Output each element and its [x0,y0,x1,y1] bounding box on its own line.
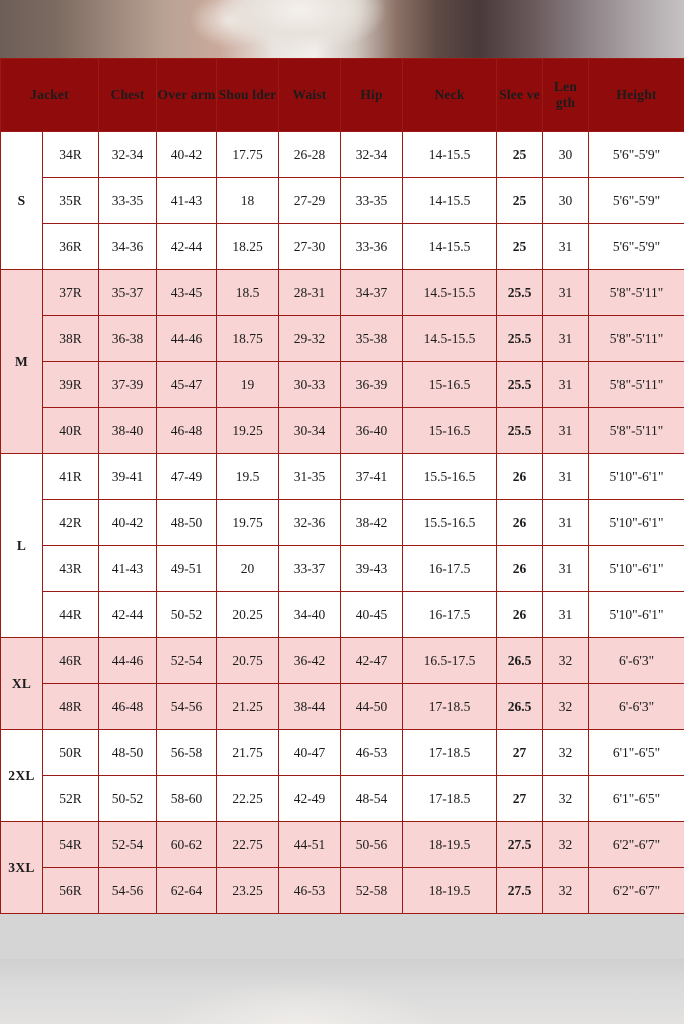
cell-neck: 14-15.5 [403,132,497,178]
cell-length: 31 [543,454,589,500]
cell-chest: 33-35 [99,178,157,224]
cell-jacket: 50R [43,730,99,776]
table-body [1,132,684,914]
cell-sleeve: 27.5 [497,822,543,868]
cell-shoulder: 19.25 [217,408,279,454]
cell-chest: 48-50 [99,730,157,776]
cell-neck: 15.5-16.5 [403,500,497,546]
cell-waist: 27-30 [279,224,341,270]
cell-jacket: 35R [43,178,99,224]
cell-sleeve: 25.5 [497,362,543,408]
cell-hip: 35-38 [341,316,403,362]
cell-over-arm: 50-52 [157,592,217,638]
cell-waist: 32-36 [279,500,341,546]
cell-hip: 39-43 [341,546,403,592]
cell-jacket: 52R [43,776,99,822]
cell-length: 30 [543,132,589,178]
cell-hip: 34-37 [341,270,403,316]
cell-jacket: 41R [43,454,99,500]
table-row [1,224,684,270]
cell-shoulder: 22.75 [217,822,279,868]
cell-neck: 17-18.5 [403,776,497,822]
cell-jacket: 34R [43,132,99,178]
cell-sleeve: 27 [497,776,543,822]
table-row [1,178,684,224]
cell-waist: 46-53 [279,868,341,914]
cell-height: 6'2"-6'7" [589,868,684,914]
cell-shoulder: 23.25 [217,868,279,914]
cell-waist: 27-29 [279,178,341,224]
cell-hip: 46-53 [341,730,403,776]
cell-height: 6'-6'3" [589,684,684,730]
cell-length: 32 [543,684,589,730]
cell-shoulder: 21.75 [217,730,279,776]
table-row [1,546,684,592]
header-hip: Hip [341,59,403,132]
cell-length: 30 [543,178,589,224]
cell-waist: 31-35 [279,454,341,500]
cell-over-arm: 43-45 [157,270,217,316]
cell-neck: 15-16.5 [403,408,497,454]
cell-height: 5'8"-5'11" [589,270,684,316]
cell-hip: 38-42 [341,500,403,546]
cell-jacket: 43R [43,546,99,592]
table-row [1,730,684,776]
cell-shoulder: 20 [217,546,279,592]
cell-waist: 29-32 [279,316,341,362]
cell-sleeve: 26 [497,454,543,500]
cell-neck: 14-15.5 [403,224,497,270]
cell-shoulder: 18.75 [217,316,279,362]
table-header [1,59,684,132]
table-row [1,500,684,546]
size-group-label-m: M [1,270,43,454]
cell-height: 5'6"-5'9" [589,132,684,178]
cell-chest: 44-46 [99,638,157,684]
cell-waist: 36-42 [279,638,341,684]
cell-neck: 16-17.5 [403,592,497,638]
cell-neck: 18-19.5 [403,822,497,868]
size-group-label-3xl: 3XL [1,822,43,914]
cell-length: 31 [543,408,589,454]
table-row [1,592,684,638]
cell-chest: 54-56 [99,868,157,914]
cell-height: 5'10"-6'1" [589,454,684,500]
cell-hip: 33-35 [341,178,403,224]
cell-waist: 44-51 [279,822,341,868]
cell-height: 5'10"-6'1" [589,546,684,592]
table-row [1,822,684,868]
cell-length: 32 [543,638,589,684]
cell-over-arm: 42-44 [157,224,217,270]
cell-neck: 14-15.5 [403,178,497,224]
cell-over-arm: 40-42 [157,132,217,178]
cell-waist: 30-33 [279,362,341,408]
cell-waist: 38-44 [279,684,341,730]
cell-jacket: 39R [43,362,99,408]
cell-sleeve: 25.5 [497,408,543,454]
cell-over-arm: 45-47 [157,362,217,408]
cell-length: 31 [543,316,589,362]
background-photo-top [0,0,684,58]
cell-chest: 37-39 [99,362,157,408]
cell-height: 5'8"-5'11" [589,362,684,408]
cell-height: 5'10"-6'1" [589,592,684,638]
cell-sleeve: 26.5 [497,684,543,730]
cell-sleeve: 25 [497,178,543,224]
cell-chest: 52-54 [99,822,157,868]
cell-chest: 36-38 [99,316,157,362]
cell-over-arm: 46-48 [157,408,217,454]
cell-jacket: 40R [43,408,99,454]
cell-length: 31 [543,592,589,638]
header-sleeve: Slee ve [497,59,543,132]
size-group-label-s: S [1,132,43,270]
header-over-arm: Over arm [157,59,217,132]
cell-jacket: 44R [43,592,99,638]
table-row [1,316,684,362]
header-waist: Waist [279,59,341,132]
cell-waist: 40-47 [279,730,341,776]
cell-height: 6'1"-6'5" [589,730,684,776]
cell-height: 6'-6'3" [589,638,684,684]
cell-shoulder: 18 [217,178,279,224]
cell-shoulder: 17.75 [217,132,279,178]
table-row [1,776,684,822]
cell-hip: 52-58 [341,868,403,914]
cell-over-arm: 60-62 [157,822,217,868]
cell-over-arm: 52-54 [157,638,217,684]
cell-hip: 32-34 [341,132,403,178]
size-chart-table [0,58,684,914]
cell-shoulder: 21.25 [217,684,279,730]
cell-neck: 14.5-15.5 [403,316,497,362]
cell-sleeve: 26 [497,592,543,638]
cell-jacket: 54R [43,822,99,868]
cell-jacket: 46R [43,638,99,684]
cell-length: 31 [543,546,589,592]
cell-sleeve: 25.5 [497,316,543,362]
size-group-label-2xl: 2XL [1,730,43,822]
cell-sleeve: 26 [497,500,543,546]
cell-neck: 15-16.5 [403,362,497,408]
cell-sleeve: 27 [497,730,543,776]
cell-jacket: 38R [43,316,99,362]
size-group-label-l: L [1,454,43,638]
cell-hip: 36-39 [341,362,403,408]
cell-jacket: 48R [43,684,99,730]
cell-length: 32 [543,822,589,868]
cell-over-arm: 49-51 [157,546,217,592]
cell-chest: 32-34 [99,132,157,178]
cell-hip: 37-41 [341,454,403,500]
cell-shoulder: 19.75 [217,500,279,546]
cell-hip: 36-40 [341,408,403,454]
cell-shoulder: 20.25 [217,592,279,638]
cell-sleeve: 25 [497,224,543,270]
cell-over-arm: 54-56 [157,684,217,730]
background-photo-bottom [0,959,684,1024]
table-row [1,454,684,500]
header-neck: Neck [403,59,497,132]
cell-waist: 26-28 [279,132,341,178]
cell-length: 31 [543,500,589,546]
header-shoulder: Shou lder [217,59,279,132]
size-group-label-xl: XL [1,638,43,730]
cell-neck: 14.5-15.5 [403,270,497,316]
cell-waist: 33-37 [279,546,341,592]
cell-shoulder: 18.5 [217,270,279,316]
cell-hip: 44-50 [341,684,403,730]
cell-waist: 30-34 [279,408,341,454]
cell-height: 5'10"-6'1" [589,500,684,546]
cell-length: 31 [543,224,589,270]
table-row [1,362,684,408]
cell-sleeve: 26 [497,546,543,592]
cell-sleeve: 27.5 [497,868,543,914]
cell-over-arm: 62-64 [157,868,217,914]
cell-chest: 41-43 [99,546,157,592]
cell-length: 32 [543,730,589,776]
table-row [1,638,684,684]
cell-height: 5'6"-5'9" [589,178,684,224]
cell-chest: 46-48 [99,684,157,730]
table-row [1,270,684,316]
header-height: Height [589,59,684,132]
cell-neck: 16.5-17.5 [403,638,497,684]
cell-waist: 28-31 [279,270,341,316]
cell-height: 6'2"-6'7" [589,822,684,868]
cell-neck: 17-18.5 [403,730,497,776]
table-row [1,868,684,914]
cell-over-arm: 48-50 [157,500,217,546]
cell-height: 6'1"-6'5" [589,776,684,822]
cell-length: 31 [543,270,589,316]
cell-hip: 50-56 [341,822,403,868]
cell-jacket: 37R [43,270,99,316]
cell-over-arm: 56-58 [157,730,217,776]
size-chart-sheet [0,58,684,914]
table-row [1,408,684,454]
cell-jacket: 56R [43,868,99,914]
cell-over-arm: 58-60 [157,776,217,822]
cell-hip: 33-36 [341,224,403,270]
cell-chest: 40-42 [99,500,157,546]
cell-neck: 17-18.5 [403,684,497,730]
table-row [1,684,684,730]
cell-chest: 42-44 [99,592,157,638]
header-length: Len gth [543,59,589,132]
cell-chest: 39-41 [99,454,157,500]
cell-length: 32 [543,776,589,822]
cell-length: 31 [543,362,589,408]
cell-neck: 15.5-16.5 [403,454,497,500]
cell-waist: 34-40 [279,592,341,638]
cell-hip: 42-47 [341,638,403,684]
cell-shoulder: 19 [217,362,279,408]
cell-jacket: 42R [43,500,99,546]
cell-hip: 40-45 [341,592,403,638]
cell-over-arm: 47-49 [157,454,217,500]
cell-chest: 50-52 [99,776,157,822]
cell-jacket: 36R [43,224,99,270]
cell-height: 5'8"-5'11" [589,316,684,362]
cell-chest: 38-40 [99,408,157,454]
cell-height: 5'8"-5'11" [589,408,684,454]
cell-waist: 42-49 [279,776,341,822]
header-chest: Chest [99,59,157,132]
cell-sleeve: 26.5 [497,638,543,684]
cell-sleeve: 25.5 [497,270,543,316]
cell-shoulder: 20.75 [217,638,279,684]
cell-neck: 18-19.5 [403,868,497,914]
header-jacket: Jacket [1,59,99,132]
cell-hip: 48-54 [341,776,403,822]
cell-chest: 34-36 [99,224,157,270]
cell-over-arm: 44-46 [157,316,217,362]
cell-length: 32 [543,868,589,914]
cell-shoulder: 18.25 [217,224,279,270]
cell-shoulder: 22.25 [217,776,279,822]
cell-over-arm: 41-43 [157,178,217,224]
header-row [1,59,684,132]
cell-chest: 35-37 [99,270,157,316]
table-row [1,132,684,178]
cell-shoulder: 19.5 [217,454,279,500]
cell-height: 5'6"-5'9" [589,224,684,270]
cell-neck: 16-17.5 [403,546,497,592]
cell-sleeve: 25 [497,132,543,178]
